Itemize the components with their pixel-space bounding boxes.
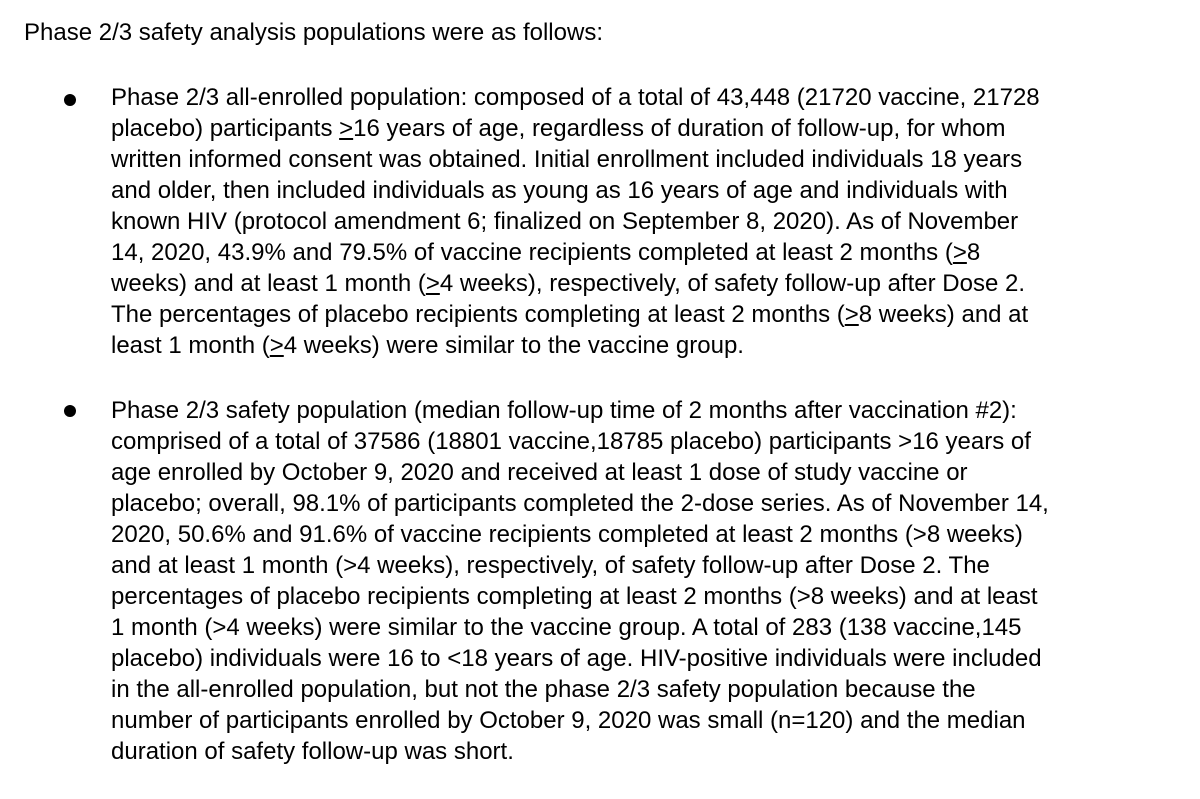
text-line: 2020, 50.6% and 91.6% of vaccine recipients completed at least 2 months (>8 weeks) bbox=[111, 521, 1023, 548]
text-line: and older, then included individuals as young as 16 years of age and individuals with bbox=[111, 177, 1008, 204]
bullet-paragraph-safety-population bbox=[111, 395, 1049, 767]
text-line: placebo) individuals were 16 to <18 years of age. HIV-positive individuals were included bbox=[111, 645, 1042, 672]
text-line: Phase 2/3 all-enrolled population: composed of a total of 43,448 (21720 vaccine, 21728 bbox=[111, 84, 1040, 111]
text-line: age enrolled by October 9, 2020 and received at least 1 dose of study vaccine or bbox=[111, 459, 968, 486]
text-line: 1 month (>4 weeks) were similar to the vaccine group. A total of 283 (138 vaccine,145 bbox=[111, 614, 1022, 641]
text-line: 14, 2020, 43.9% and 79.5% of vaccine recipients completed at least 2 months (>8 bbox=[111, 239, 981, 266]
text-line: written informed consent was obtained. Initial enrollment included individuals 18 years bbox=[111, 146, 1023, 173]
text-line: The percentages of placebo recipients completing at least 2 months (>8 weeks) and at bbox=[111, 301, 1029, 328]
text-line: weeks) and at least 1 month (>4 weeks), respectively, of safety follow-up after Dose 2. bbox=[111, 270, 1025, 297]
text-line: in the all-enrolled population, but not the phase 2/3 safety population because the bbox=[111, 676, 976, 703]
text-line: Phase 2/3 safety population (median follow-up time of 2 months after vaccination #2): bbox=[111, 397, 1017, 424]
text-line: known HIV (protocol amendment 6; finalized on September 8, 2020). As of November bbox=[111, 208, 1019, 235]
text-line: placebo; overall, 98.1% of participants completed the 2-dose series. As of November 14, bbox=[111, 490, 1049, 517]
text-line: number of participants enrolled by October 9, 2020 was small (n=120) and the median bbox=[111, 707, 1026, 734]
section-heading: Phase 2/3 safety analysis populations were as follows: bbox=[24, 19, 603, 46]
bullet-marker bbox=[64, 405, 76, 417]
text-line: and at least 1 month (>4 weeks), respectively, of safety follow-up after Dose 2. The bbox=[111, 552, 990, 579]
text-line: least 1 month (>4 weeks) were similar to the vaccine group. bbox=[111, 332, 744, 359]
text-line: comprised of a total of 37586 (18801 vaccine,18785 placebo) participants >16 years of bbox=[111, 428, 1031, 455]
bullet-paragraph-all-enrolled bbox=[111, 82, 1040, 361]
text-line: duration of safety follow-up was short. bbox=[111, 738, 514, 765]
text-line: placebo) participants >16 years of age, regardless of duration of follow-up, for whom bbox=[111, 115, 1006, 142]
bullet-marker bbox=[64, 94, 76, 106]
text-line: percentages of placebo recipients completing at least 2 months (>8 weeks) and at least bbox=[111, 583, 1038, 610]
